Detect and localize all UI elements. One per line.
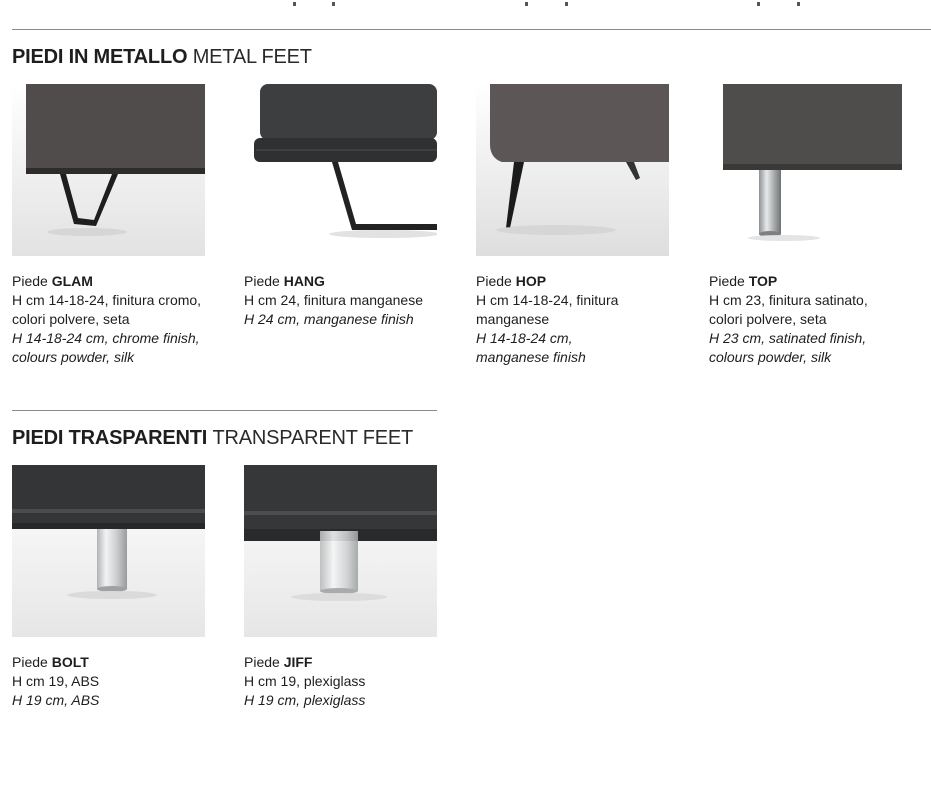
caption-title <box>476 272 701 291</box>
spec-english-line: colours powder, silk <box>12 349 135 365</box>
product-name: BOLT <box>51 654 89 670</box>
caption-prefix: Piede <box>709 273 745 289</box>
spec-english-line: H 14-18-24 cm, <box>476 330 573 346</box>
caption-prefix: Piede <box>476 273 512 289</box>
spec-italian-line: H cm 14-18-24, finitura cromo, <box>12 292 202 308</box>
caption-top <box>709 272 924 367</box>
product-name: JIFF <box>283 654 313 670</box>
caption-glam <box>12 272 237 367</box>
section-title-english: TRANSPARENT FEET <box>212 427 414 449</box>
caption-title <box>709 272 924 291</box>
spec-english-line: H 23 cm, satinated finish, <box>709 330 867 346</box>
spec-english-line: H 19 cm, ABS <box>12 692 100 708</box>
caption-title <box>244 272 469 291</box>
photo-top-foot <box>709 84 902 256</box>
spec-italian-line: H cm 24, finitura manganese <box>244 292 423 308</box>
caption-prefix: Piede <box>244 273 280 289</box>
section-title-transparent-feet <box>12 426 413 450</box>
section-title-italian: PIEDI IN METALLO <box>12 46 188 68</box>
spec-italian-line: H cm 19, ABS <box>12 673 100 689</box>
caption-prefix: Piede <box>12 273 48 289</box>
spec-italian-line: H cm 23, finitura satinato, <box>709 292 868 308</box>
product-name: TOP <box>748 273 778 289</box>
caption-title <box>12 272 237 291</box>
spec-english-line: manganese finish <box>476 349 586 365</box>
spec-english-line: H 19 cm, plexiglass <box>244 692 366 708</box>
spec-italian-line: H cm 19, plexiglass <box>244 673 366 689</box>
photo-glam-foot <box>12 84 205 256</box>
photo-bolt-foot <box>12 465 205 637</box>
spec-english-line: H 24 cm, manganese finish <box>244 311 414 327</box>
cropped-previous-row <box>0 0 931 8</box>
caption-title <box>12 653 237 672</box>
spec-english-line: H 14-18-24 cm, chrome finish, <box>12 330 200 346</box>
top-divider <box>12 29 931 30</box>
section-title-italian: PIEDI TRASPARENTI <box>12 427 208 449</box>
section-title-metal-feet <box>12 45 312 69</box>
caption-title <box>244 653 469 672</box>
photo-jiff-foot <box>244 465 437 637</box>
photo-hop-foot <box>476 84 669 256</box>
spec-italian-line: manganese <box>476 311 550 327</box>
spec-italian-line: colori polvere, seta <box>709 311 827 327</box>
caption-prefix: Piede <box>12 654 48 670</box>
section-title-english: METAL FEET <box>192 46 312 68</box>
caption-bolt <box>12 653 237 710</box>
photo-hang-foot <box>244 84 437 256</box>
spec-english-line: colours powder, silk <box>709 349 832 365</box>
caption-hop <box>476 272 701 367</box>
section-divider <box>12 410 437 411</box>
product-name: GLAM <box>51 273 93 289</box>
product-name: HANG <box>283 273 325 289</box>
caption-jiff <box>244 653 469 710</box>
spec-italian-line: colori polvere, seta <box>12 311 130 327</box>
caption-hang <box>244 272 469 329</box>
product-name: HOP <box>515 273 547 289</box>
spec-italian-line: H cm 14-18-24, finitura <box>476 292 619 308</box>
caption-prefix: Piede <box>244 654 280 670</box>
